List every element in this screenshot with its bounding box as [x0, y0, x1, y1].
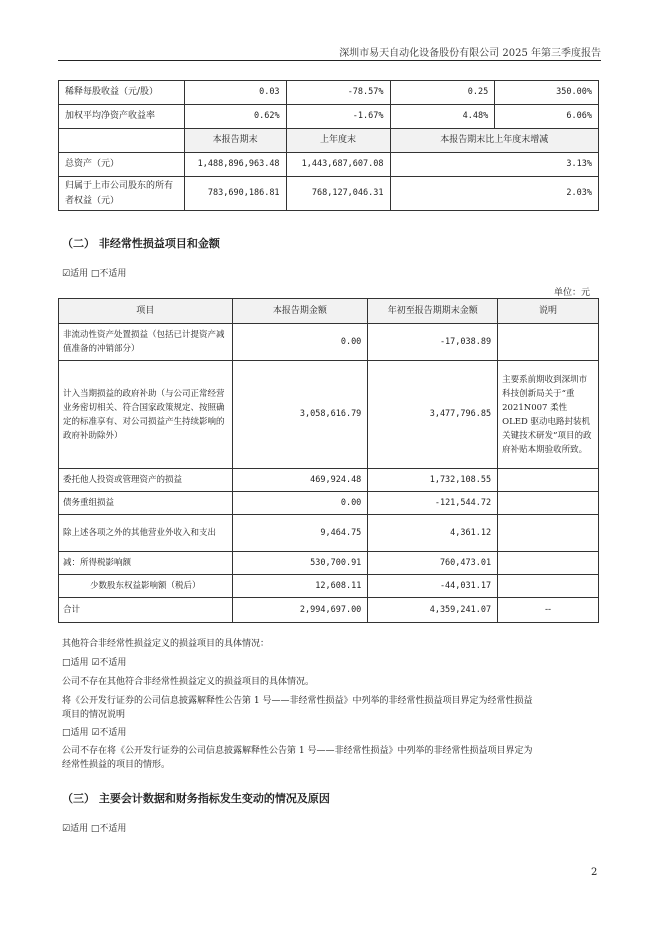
column-header: 项目	[59, 299, 233, 324]
table-row	[59, 105, 599, 129]
cell: 12,608.11	[232, 575, 368, 598]
cell: 768,127,046.31	[286, 177, 390, 211]
cell: 0.00	[232, 492, 368, 515]
cell: -17,038.89	[368, 324, 498, 361]
page-number: 2	[591, 867, 598, 878]
cell: 0.62%	[184, 105, 286, 129]
row-label: 非流动性资产处置损益（包括已计提资产减值准备的冲销部分）	[59, 324, 233, 361]
row-label: 总资产（元）	[59, 153, 185, 177]
cell: 9,464.75	[232, 515, 368, 552]
cell: 3,477,796.85	[368, 361, 498, 469]
row-label: 合计	[59, 598, 233, 623]
table-row	[59, 324, 599, 361]
row-label: 稀释每股收益（元/股）	[59, 81, 185, 105]
applicable-checkbox[interactable]: ☑适用 □不适用	[62, 269, 127, 279]
paragraph: 公司不存在将《公开发行证券的公司信息披露解释性公告第 1 号——非经常性损益》中列举的非经常性损益项目界定为	[62, 746, 533, 756]
row-label: 归属于上市公司股东的所有者权益（元）	[59, 177, 185, 211]
column-header: 本报告期末比上年度末增减	[390, 129, 598, 153]
paragraph: 公司不存在其他符合非经常性损益定义的损益项目的具体情况。	[62, 677, 315, 687]
column-header: 年初至报告期期末金额	[368, 299, 498, 324]
table-row	[59, 469, 599, 492]
table-row	[59, 361, 599, 469]
cell: 0.03	[184, 81, 286, 105]
cell: 4.48%	[390, 105, 495, 129]
cell: 469,924.48	[232, 469, 368, 492]
applicable-checkbox[interactable]: □适用 ☑不适用	[62, 658, 127, 668]
cell: 0.00	[232, 324, 368, 361]
cell: 350.00%	[495, 81, 599, 105]
cell	[498, 575, 599, 598]
table-row	[59, 153, 599, 177]
cell: 1,732,108.55	[368, 469, 498, 492]
paragraph: 项目的情况说明	[62, 710, 126, 720]
cell: 2,994,697.00	[232, 598, 368, 623]
table-header-row	[59, 299, 599, 324]
unit-label: 单位：元	[553, 288, 590, 298]
cell	[498, 469, 599, 492]
column-header: 说明	[498, 299, 599, 324]
page-header: 深圳市易天自动化设备股份有限公司 2025 年第三季度报告	[339, 48, 601, 59]
table-subheader	[59, 129, 599, 153]
cell: 0.25	[390, 81, 495, 105]
applicable-checkbox[interactable]: ☑适用 □不适用	[62, 824, 127, 834]
table-row	[59, 492, 599, 515]
row-label: 减：所得税影响额	[59, 552, 233, 575]
cell: -44,031.17	[368, 575, 498, 598]
section-title: （三） 主要会计数据和财务指标发生变动的情况及原因	[62, 792, 330, 805]
row-label: 少数股东权益影响额（税后）	[59, 575, 233, 598]
row-label: 除上述各项之外的其他营业外收入和支出	[59, 515, 233, 552]
table-total-row	[59, 598, 599, 623]
financial-summary-table	[58, 80, 599, 211]
row-label: 加权平均净资产收益率	[59, 105, 185, 129]
cell: 6.06%	[495, 105, 599, 129]
table-row	[59, 81, 599, 105]
row-label: 计入当期损益的政府补助（与公司正常经营业务密切相关、符合国家政策规定、按照确定的标准享有、对公司损益产生持续影响的政府补助除外）	[59, 361, 233, 469]
cell: 2.03%	[390, 177, 598, 211]
cell	[498, 552, 599, 575]
table-row	[59, 575, 599, 598]
cell: -121,544.72	[368, 492, 498, 515]
row-label: 债务重组损益	[59, 492, 233, 515]
column-header: 本报告期末	[184, 129, 286, 153]
cell: -1.67%	[286, 105, 390, 129]
cell	[498, 324, 599, 361]
table-row	[59, 177, 599, 211]
cell: 4,359,241.07	[368, 598, 498, 623]
cell: 3.13%	[390, 153, 598, 177]
non-recurring-items-table	[58, 298, 599, 623]
row-label: 委托他人投资或管理资产的损益	[59, 469, 233, 492]
cell: 1,488,896,963.48	[184, 153, 286, 177]
cell: 3,058,616.79	[232, 361, 368, 469]
applicable-checkbox[interactable]: □适用 ☑不适用	[62, 728, 127, 738]
cell: 1,443,687,607.08	[286, 153, 390, 177]
cell: 530,700.91	[232, 552, 368, 575]
cell: 主要系前期收到深圳市科技创新局关于“重 2021N007 柔性 OLED 驱动电路封装机关键技术研发”项目的政府补贴本期验收所致。	[498, 361, 599, 469]
paragraph: 经常性损益的项目的情形。	[62, 760, 171, 770]
table-row	[59, 552, 599, 575]
header-divider	[58, 60, 601, 61]
section-title: （二） 非经常性损益项目和金额	[62, 237, 220, 250]
paragraph: 将《公开发行证券的公司信息披露解释性公告第 1 号——非经常性损益》中列举的非经常性损益项目界定为经常性损益	[62, 696, 533, 706]
cell: 760,473.01	[368, 552, 498, 575]
cell	[59, 129, 185, 153]
cell: -78.57%	[286, 81, 390, 105]
cell	[498, 515, 599, 552]
column-header: 上年度末	[286, 129, 390, 153]
cell: --	[498, 598, 599, 623]
paragraph: 其他符合非经常性损益定义的损益项目的具体情况：	[62, 639, 270, 649]
column-header: 本报告期金额	[232, 299, 368, 324]
cell: 783,690,186.81	[184, 177, 286, 211]
cell: 4,361.12	[368, 515, 498, 552]
cell	[498, 492, 599, 515]
table-row	[59, 515, 599, 552]
